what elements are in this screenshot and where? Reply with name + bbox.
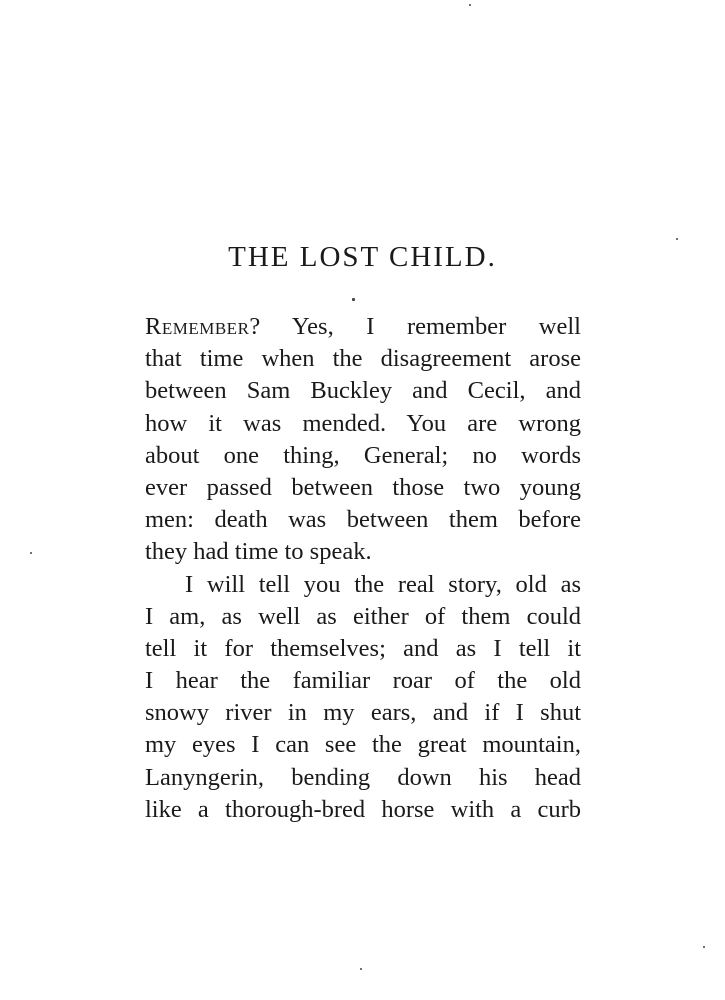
text-line: about one thing, General; no words	[145, 441, 581, 469]
print-speck	[676, 238, 678, 240]
text-line-rest: ? Yes, I remember well	[249, 313, 581, 340]
text-line: Lanyngerin, bending down his head	[145, 763, 581, 791]
text-line: snowy river in my ears, and if I shut	[145, 699, 581, 727]
text-line: like a thorough-bred horse with a curb	[145, 795, 581, 823]
print-speck	[469, 4, 471, 6]
print-speck	[703, 946, 705, 948]
text-line: they had time to speak.	[145, 538, 372, 566]
text-line: how it was mended. You are wrong	[145, 409, 581, 437]
text-line: between Sam Buckley and Cecil, and	[145, 377, 581, 405]
text-line: I hear the familiar roar of the old	[145, 667, 581, 695]
text-line: I am, as well as either of them could	[145, 602, 581, 630]
text-line: tell it for themselves; and as I tell it	[145, 634, 581, 662]
print-speck	[352, 298, 355, 301]
text-line	[145, 311, 581, 343]
opening-word: Remember	[145, 313, 250, 340]
print-speck	[30, 552, 32, 554]
text-line: my eyes I can see the great mountain,	[145, 731, 581, 759]
chapter-title: THE LOST CHILD.	[228, 241, 497, 273]
text-line: ever passed between those two young	[145, 473, 581, 501]
text-line: that time when the disagreement arose	[145, 345, 581, 373]
print-speck	[360, 968, 362, 970]
text-line: men: death was between them before	[145, 506, 581, 534]
text-line: I will tell you the real story, old as	[185, 570, 581, 598]
body-text	[145, 311, 581, 826]
